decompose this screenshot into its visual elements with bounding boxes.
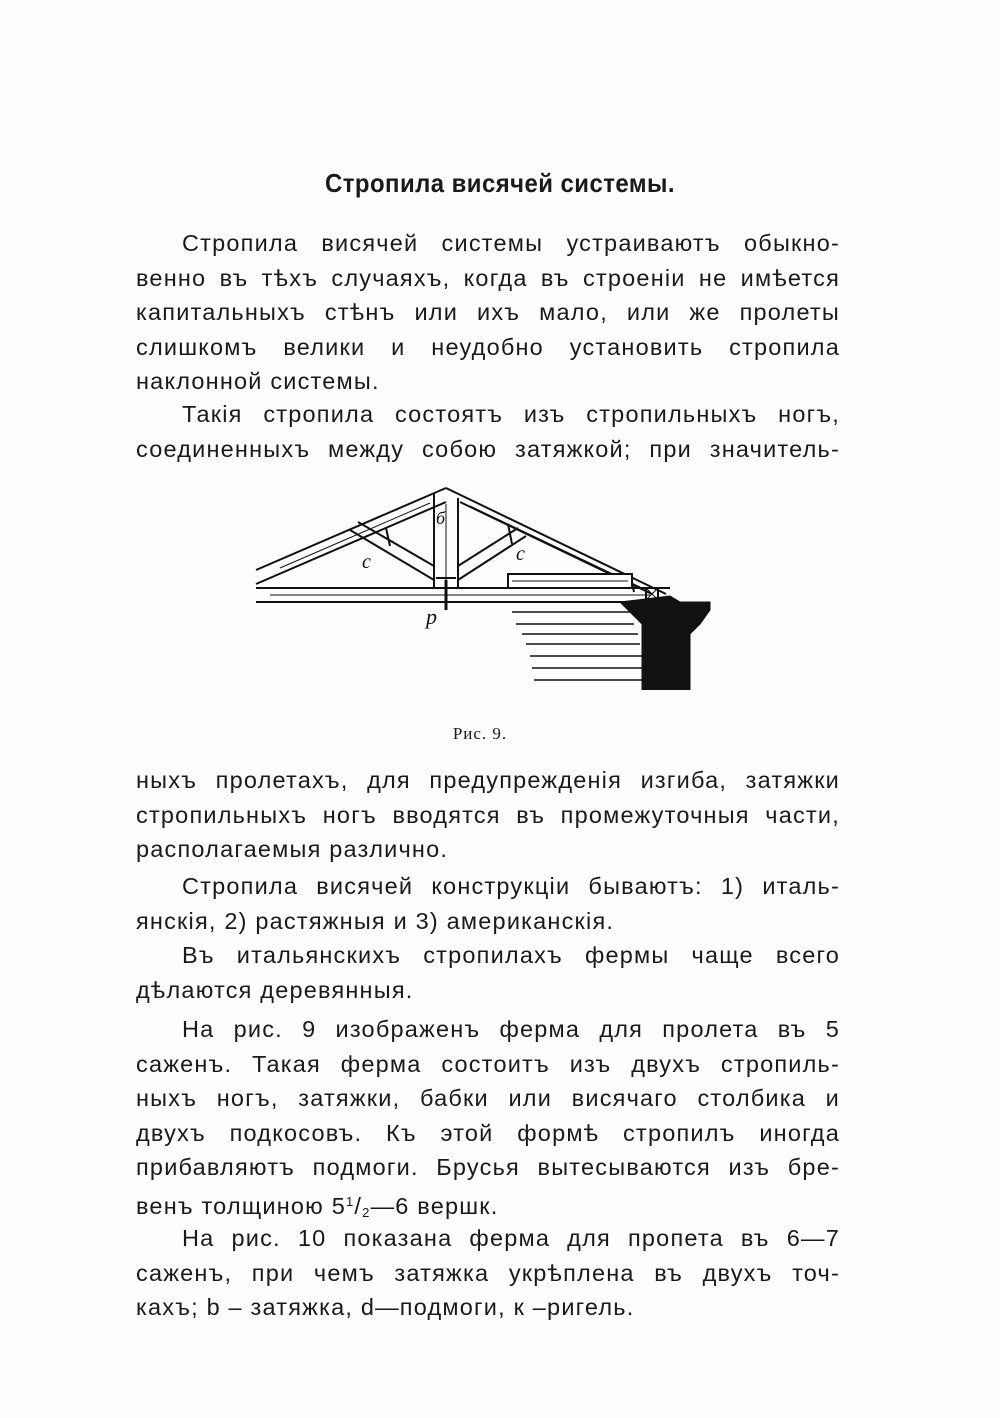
bolt-label: р (426, 604, 437, 629)
text-line: соединенныхъ между собою затяжкой; при значитель- (136, 435, 840, 462)
text-fragment: —6 вершк. (370, 1192, 499, 1219)
text-line: Стропила висячей конструкцiи бываютъ: 1) италь- (182, 873, 840, 899)
text-line: прибавляютъ подмоги. Брусья вытесываются изъ бре- (136, 1154, 840, 1180)
text-line: Въ итальянскихъ стропилахъ фермы чаще всего (182, 942, 840, 968)
brace-label-left: с (362, 551, 371, 573)
text-line: На рис. 9 изображенъ ферма для пролета въ 5 (182, 1016, 840, 1042)
text-line: кахъ; b – затяжка, d—подмоги, к –ригель. (136, 1294, 635, 1320)
post-label: б (436, 508, 446, 528)
fraction-numerator: 1 (345, 1193, 355, 1209)
text-line: дѣлаются деревянныя. (136, 976, 414, 1003)
paragraph-5 (136, 938, 840, 1007)
text-line: саженъ, при чемъ затяжка укрѣплена въ двухъ точ- (136, 1259, 840, 1286)
fraction-separator: / (354, 1192, 363, 1219)
paragraph-1 (136, 226, 840, 399)
text-fragment: венъ толщиною 5 (136, 1192, 346, 1219)
paragraph-7 (136, 1221, 840, 1325)
text-line: располагаемыя различно. (136, 836, 449, 862)
text-line: Стропила висячей системы устраиваютъ обыкно- (182, 230, 840, 256)
paragraph-4 (136, 869, 840, 938)
text-line: Такiя стропила состоятъ изъ стропильныхъ ногъ, (182, 401, 840, 427)
text-line: капитальныхъ стѣнъ или ихъ мало, или же пролеты (136, 299, 840, 325)
text-line-with-fraction (136, 1185, 840, 1220)
paragraph-3 (136, 763, 840, 867)
text-line: ныхъ ногъ, затяжки, бабки или висячаго столбика и (136, 1085, 840, 1111)
text-line: наклонной системы. (136, 368, 380, 394)
text-line: венно въ тѣхъ случаяхъ, когда въ строенiи не имѣется (136, 264, 840, 291)
paragraph-2 (136, 397, 840, 466)
text-line: слишкомъ велики и неудобно установить стропила (136, 333, 840, 360)
truss-figure (250, 484, 720, 690)
text-line: стропильныхъ ногъ вводятся въ промежуточныя части, (136, 801, 840, 828)
text-line: саженъ. Такая ферма состоитъ изъ двухъ стропиль- (136, 1050, 840, 1077)
text-line: двухъ подкосовъ. Къ этой формѣ стропилъ иногда (136, 1119, 840, 1146)
page-heading: Стропила висячей системы. (324, 168, 676, 198)
text-line: янскiя, 2) растяжныя и 3) американскiя. (136, 907, 615, 934)
brace-label-right: с (516, 543, 525, 565)
text-line: ныхъ пролетахъ, для предупрежденiя изгиба, затяжки (136, 767, 840, 793)
text-line: На рис. 10 показана ферма для пропета въ 6—7 (182, 1225, 840, 1251)
figure-caption: Рис. 9. (452, 724, 508, 743)
paragraph-6 (136, 1012, 840, 1219)
fraction-denominator: 2 (362, 1204, 371, 1220)
